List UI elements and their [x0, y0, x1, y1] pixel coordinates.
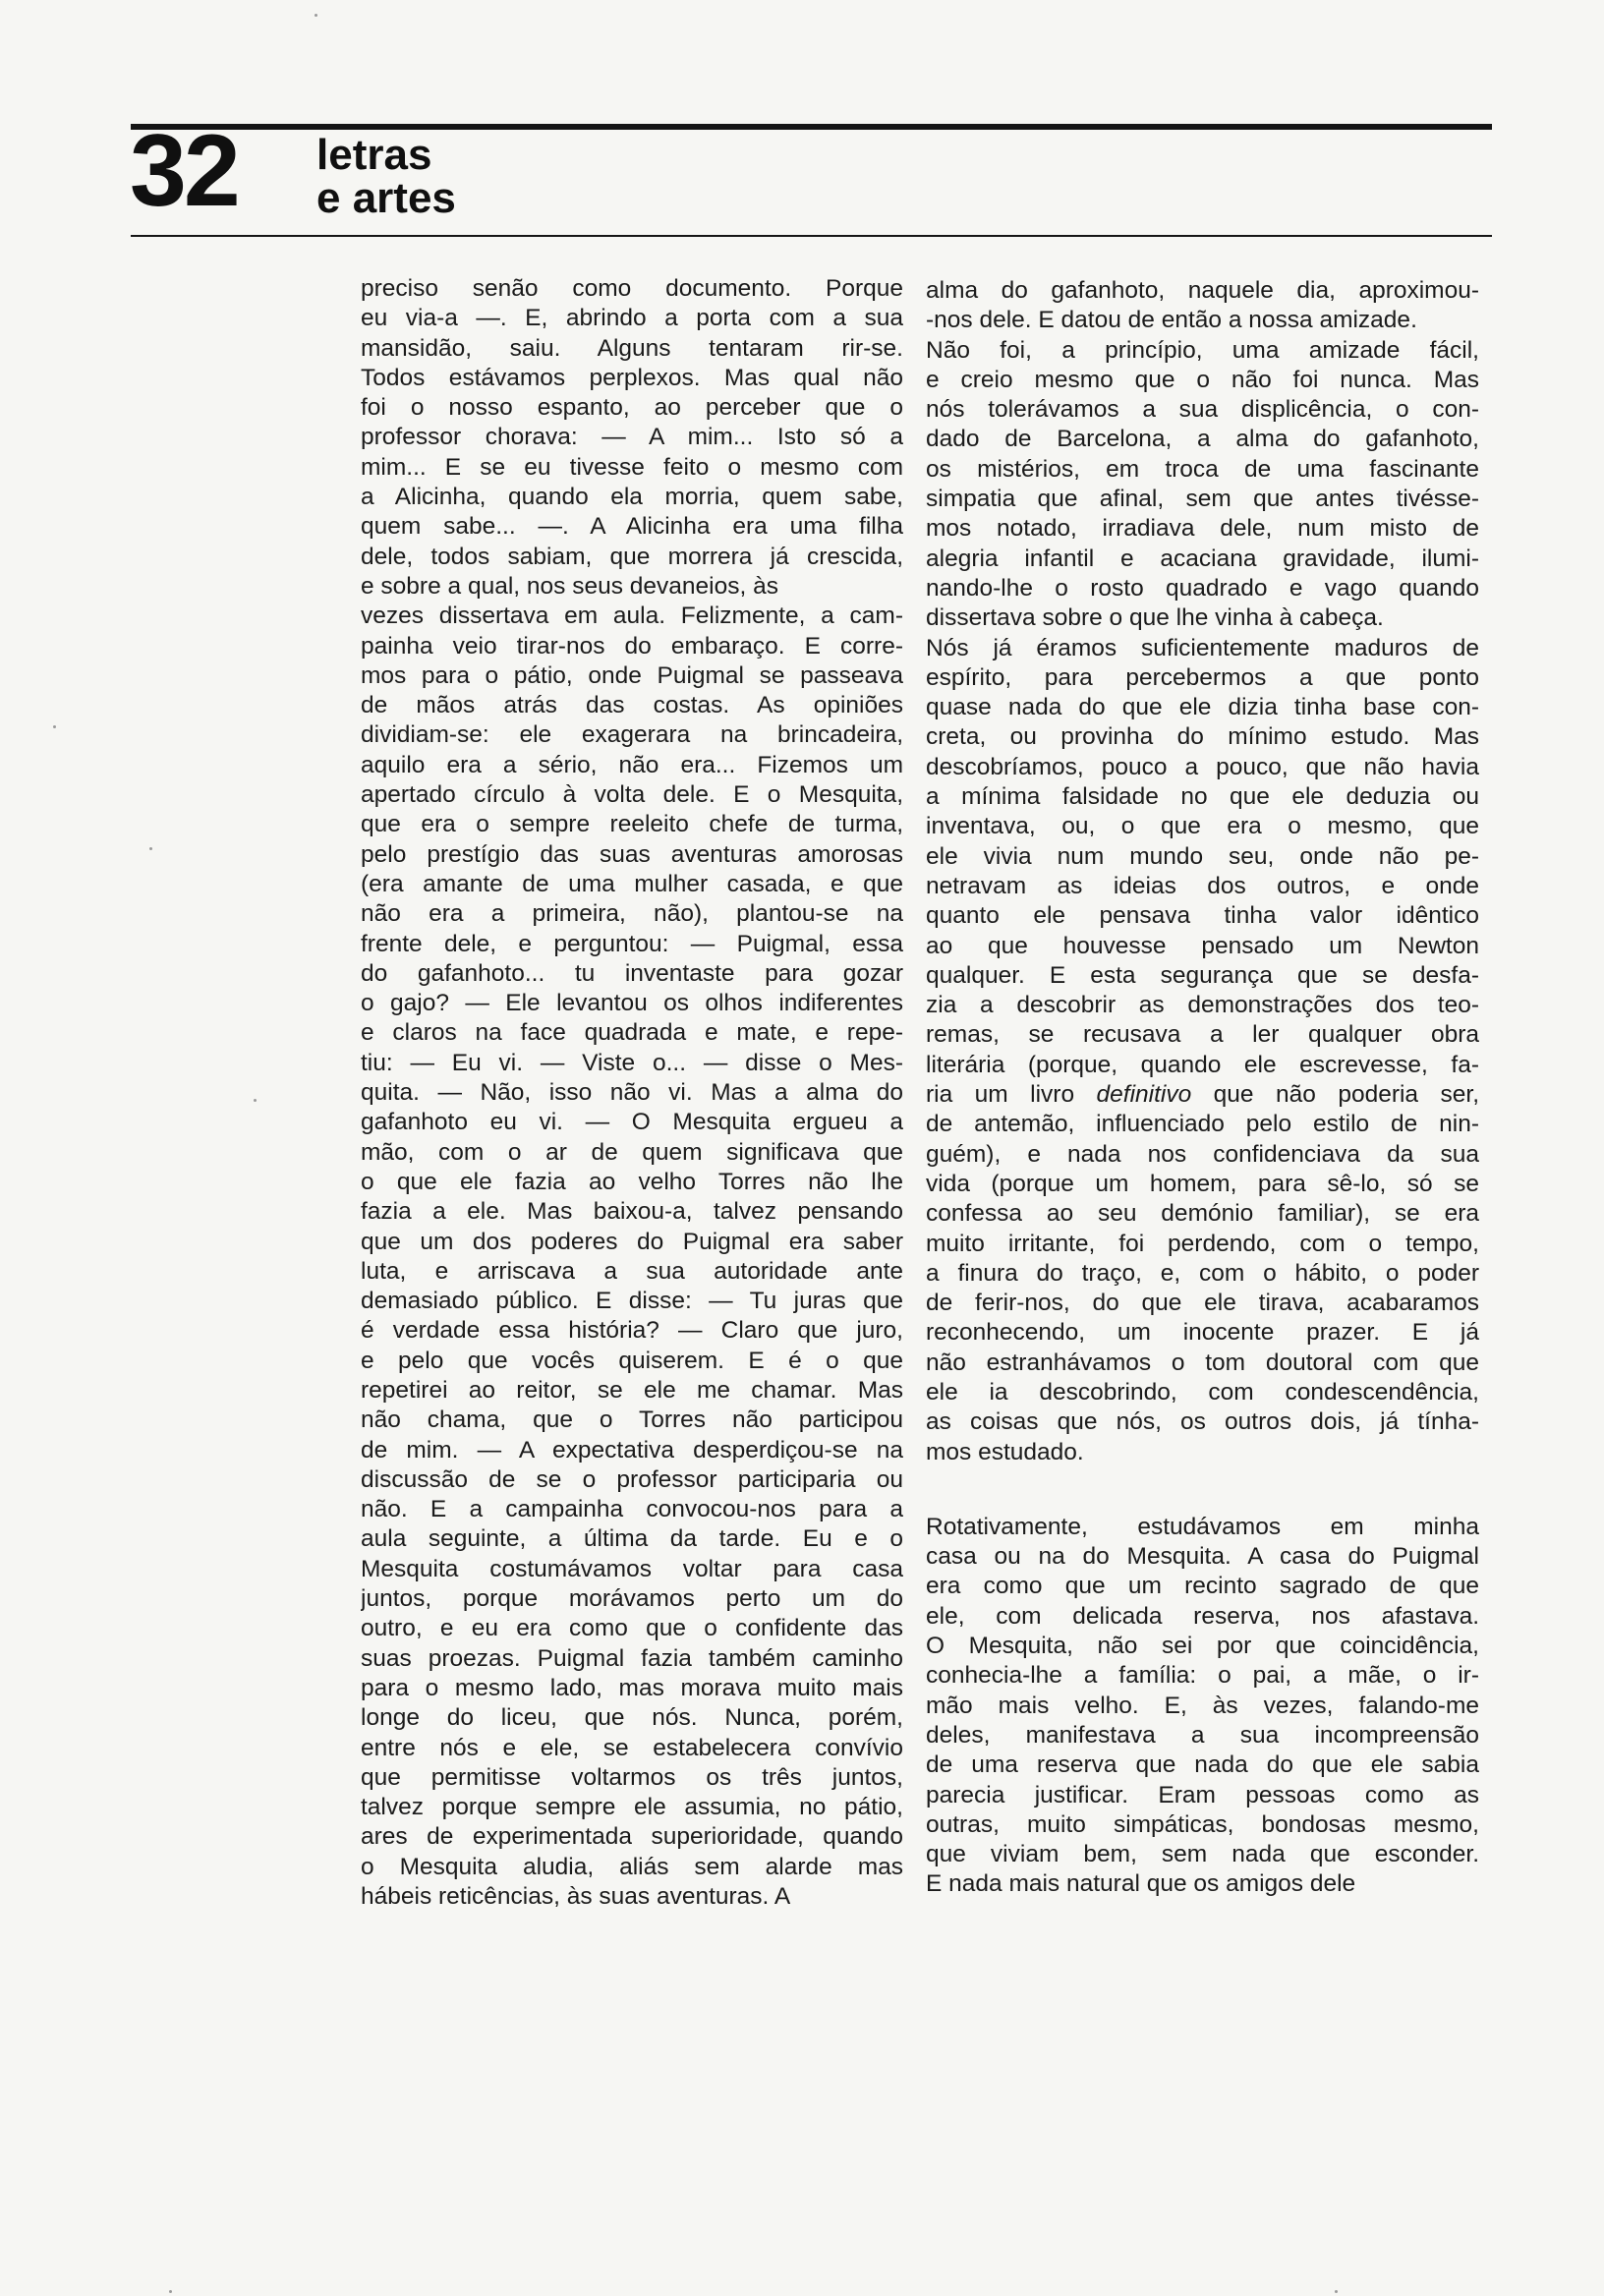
text-line: creta, ou provinha do mínimo estudo. Mas	[926, 723, 1479, 751]
text-line: as coisas que nós, os outros dois, já tínha-	[926, 1408, 1479, 1436]
text-line: mão, com o ar de quem significava que	[361, 1138, 903, 1166]
text-line: reconhecendo, um inocente prazer. E já	[926, 1319, 1479, 1347]
text-column-left	[361, 274, 903, 1912]
text-line: espírito, para percebermos a que ponto	[926, 663, 1479, 691]
text-line: e creio mesmo que o não foi nunca. Mas	[926, 366, 1479, 393]
text-line: quase nada do que ele dizia tinha base con-	[926, 694, 1479, 721]
text-line: longe do liceu, que nós. Nunca, porém,	[361, 1704, 903, 1732]
text-line: preciso senão como documento. Porque	[361, 275, 903, 302]
text-line: dividiam-se: ele exagerara na brincadeira,	[361, 721, 903, 749]
text-line: de uma reserva que nada do que ele sabia	[926, 1751, 1479, 1779]
text-line: dado de Barcelona, a alma do gafanhoto,	[926, 426, 1479, 453]
text-line: e sobre a qual, nos seus devaneios, às	[361, 572, 778, 600]
text-line: zia a descobrir as demonstrações dos teo-	[926, 992, 1479, 1019]
text-line: fazia a ele. Mas baixou-a, talvez pensando	[361, 1198, 903, 1226]
text-line: ele vivia num mundo seu, onde não pe-	[926, 842, 1479, 870]
scan-speck	[169, 2290, 172, 2293]
header-rule-bottom	[131, 235, 1492, 237]
text-line: vezes dissertava em aula. Felizmente, a cam-	[361, 603, 903, 630]
page-number: 32	[130, 114, 238, 228]
text-line: professor chorava: — A mim... Isto só a	[361, 424, 903, 451]
text-line: não era a primeira, não), plantou-se na	[361, 900, 903, 928]
text-line: o que ele fazia ao velho Torres não lhe	[361, 1168, 903, 1195]
text-line: hábeis reticências, às suas aventuras. A	[361, 1883, 791, 1911]
text-line: que era o sempre reeleito chefe de turma,	[361, 811, 903, 838]
text-line: ao que houvesse pensado um Newton	[926, 932, 1479, 959]
text-line: aula seguinte, a última da tarde. Eu e o	[361, 1525, 903, 1553]
section-title-line-2: e artes	[316, 174, 456, 222]
text-line: deles, manifestava a sua incompreensão	[926, 1721, 1479, 1749]
text-line: mim... E se eu tivesse feito o mesmo com	[361, 453, 903, 481]
text-line: ele ia descobrindo, com condescendência,	[926, 1378, 1479, 1406]
text-line: Rotativamente, estudávamos em minha	[926, 1513, 1479, 1540]
text-line: que viviam bem, sem nada que esconder.	[926, 1841, 1479, 1868]
text-line: E nada mais natural que os amigos dele	[926, 1870, 1356, 1898]
text-line: Mesquita costumávamos voltar para casa	[361, 1555, 903, 1582]
text-line: outro, e eu era como que o confidente das	[361, 1615, 903, 1642]
text-line: de antemão, influenciado pelo estilo de nin-	[926, 1111, 1479, 1138]
scan-speck	[53, 725, 56, 728]
text-line: não. E a campainha convocou-nos para a	[361, 1496, 903, 1523]
text-line: qualquer. E esta segurança que se desfa-	[926, 961, 1479, 989]
scan-speck	[254, 1099, 257, 1102]
text-line: mansidão, saiu. Alguns tentaram rir-se.	[361, 334, 903, 362]
text-line: mos para o pátio, onde Puigmal se passeava	[361, 661, 903, 689]
text-line: (era amante de uma mulher casada, e que	[361, 870, 903, 897]
text-line: de ferir-nos, do que ele tirava, acabaramos	[926, 1290, 1479, 1317]
text-line: a mínima falsidade no que ele deduzia ou	[926, 783, 1479, 811]
text-line: nando-lhe o rosto quadrado e vago quando	[926, 574, 1479, 602]
text-line: demasiado público. E disse: — Tu juras que	[361, 1288, 903, 1315]
text-line: aquilo era a sério, não era... Fizemos um	[361, 751, 903, 778]
text-line: vida (porque um homem, para sê-lo, só se	[926, 1170, 1479, 1197]
text-line: mos estudado.	[926, 1438, 1084, 1465]
text-line: o gajo? — Ele levantou os olhos indiferentes	[361, 990, 903, 1017]
text-line: gafanhoto eu vi. — O Mesquita ergueu a	[361, 1109, 903, 1136]
text-line: dissertava sobre o que lhe vinha à cabeça.	[926, 604, 1384, 632]
text-line: conhecia-lhe a família: o pai, a mãe, o ir-	[926, 1662, 1479, 1690]
text-line: de mãos atrás das costas. As opiniões	[361, 692, 903, 719]
text-line: a finura do traço, e, com o hábito, o poder	[926, 1259, 1479, 1287]
text-line: nós tolerávamos a sua displicência, o con-	[926, 396, 1479, 424]
text-line: de mim. — A expectativa desperdiçou-se na	[361, 1436, 903, 1464]
paragraph-block	[926, 276, 1479, 1467]
text-line: era como que um recinto sagrado de que	[926, 1573, 1479, 1600]
section-title	[316, 131, 456, 222]
text-line: que permitisse voltarmos os três juntos,	[361, 1763, 903, 1791]
text-line: os mistérios, em troca de uma fascinante	[926, 455, 1479, 483]
text-line: O Mesquita, não sei por que coincidência,	[926, 1633, 1479, 1660]
text-line: painha veio tirar-nos do embaraço. E corre-	[361, 632, 903, 660]
text-line: que um dos poderes do Puigmal era saber	[361, 1228, 903, 1255]
text-line: apertado círculo à volta dele. E o Mesquita,	[361, 781, 903, 809]
text-line: literária (porque, quando ele escrevesse, fa-	[926, 1051, 1479, 1078]
text-line: tiu: — Eu vi. — Viste o... — disse o Mes-	[361, 1049, 903, 1076]
text-line: ria um livro definitivo que não poderia ser,	[926, 1081, 1479, 1109]
text-line: guém), e nada nos confidenciava da sua	[926, 1140, 1479, 1168]
paragraph-block	[926, 1513, 1479, 1900]
text-line: parecia justificar. Eram pessoas como as	[926, 1781, 1479, 1808]
text-line: mão mais velho. E, às vezes, falando-me	[926, 1692, 1479, 1719]
text-line: quem sabe... —. A Alicinha era uma filha	[361, 513, 903, 541]
text-column-right	[926, 276, 1479, 1900]
text-line: mos notado, irradiava dele, num misto de	[926, 515, 1479, 543]
text-line: repetirei ao reitor, se ele me chamar. Mas	[361, 1376, 903, 1404]
scan-speck	[1335, 2290, 1338, 2293]
text-line: inventava, ou, o que era o mesmo, que	[926, 813, 1479, 840]
text-line: -nos dele. E datou de então a nossa amizade.	[926, 307, 1417, 334]
text-line: remas, se recusava a ler qualquer obra	[926, 1021, 1479, 1049]
text-line: a Alicinha, quando ela morria, quem sabe,	[361, 484, 903, 511]
text-line: frente dele, e perguntou: — Puigmal, essa	[361, 930, 903, 957]
text-line: Nós já éramos suficientemente maduros de	[926, 634, 1479, 661]
text-line: e pelo que vocês quiserem. E é o que	[361, 1347, 903, 1374]
scan-speck	[149, 847, 152, 850]
text-line: muito irritante, foi perdendo, com o tempo,	[926, 1230, 1479, 1257]
text-line: discussão de se o professor participaria ou	[361, 1465, 903, 1493]
text-line: dele, todos sabiam, que morrera já crescida,	[361, 543, 903, 570]
text-line: não estranhávamos o tom doutoral com que	[926, 1349, 1479, 1376]
section-title-line-1: letras	[316, 131, 432, 179]
text-line: pelo prestígio das suas aventuras amorosas	[361, 840, 903, 868]
text-line: alegria infantil e acaciana gravidade, ilumi-	[926, 545, 1479, 572]
text-line: outras, muito simpáticas, bondosas mesmo,	[926, 1810, 1479, 1838]
text-line: é verdade essa história? — Claro que juro,	[361, 1317, 903, 1345]
text-line: do gafanhoto... tu inventaste para gozar	[361, 959, 903, 987]
text-line: simpatia que afinal, sem que antes tivésse-	[926, 486, 1479, 513]
text-line: juntos, porque morávamos perto um do	[361, 1585, 903, 1613]
text-line: entre nós e ele, se estabelecera convívio	[361, 1734, 903, 1761]
text-line: eu via-a —. E, abrindo a porta com a sua	[361, 305, 903, 332]
text-line: suas proezas. Puigmal fazia também caminho	[361, 1644, 903, 1672]
text-line: talvez porque sempre ele assumia, no pátio,	[361, 1794, 903, 1821]
text-line: netravam as ideias dos outros, e onde	[926, 872, 1479, 899]
text-line: quanto ele pensava tinha valor idêntico	[926, 902, 1479, 930]
text-line: ele, com delicada reserva, nos afastava.	[926, 1602, 1479, 1630]
text-line: ares de experimentada superioridade, quando	[361, 1823, 903, 1851]
paragraph-gap	[926, 1467, 1479, 1513]
text-line: Não foi, a princípio, uma amizade fácil,	[926, 336, 1479, 364]
text-line: quita. — Não, isso não vi. Mas a alma do	[361, 1079, 903, 1107]
header-rule-top	[131, 124, 1492, 130]
scan-speck	[315, 14, 317, 17]
text-line: Todos estávamos perplexos. Mas qual não	[361, 364, 903, 391]
text-line: descobríamos, pouco a pouco, que não havia	[926, 753, 1479, 780]
text-line: foi o nosso espanto, ao perceber que o	[361, 394, 903, 422]
text-line: casa ou na do Mesquita. A casa do Puigmal	[926, 1543, 1479, 1571]
text-line: não chama, que o Torres não participou	[361, 1406, 903, 1434]
text-line: alma do gafanhoto, naquele dia, aproximou-	[926, 277, 1479, 304]
text-line: o Mesquita aludia, aliás sem alarde mas	[361, 1853, 903, 1880]
text-line: para o mesmo lado, mas morava muito mais	[361, 1674, 903, 1701]
text-line: luta, e arriscava a sua autoridade ante	[361, 1257, 903, 1285]
text-line: e claros na face quadrada e mate, e repe-	[361, 1019, 903, 1047]
text-line: confessa ao seu demónio familiar), se era	[926, 1200, 1479, 1228]
